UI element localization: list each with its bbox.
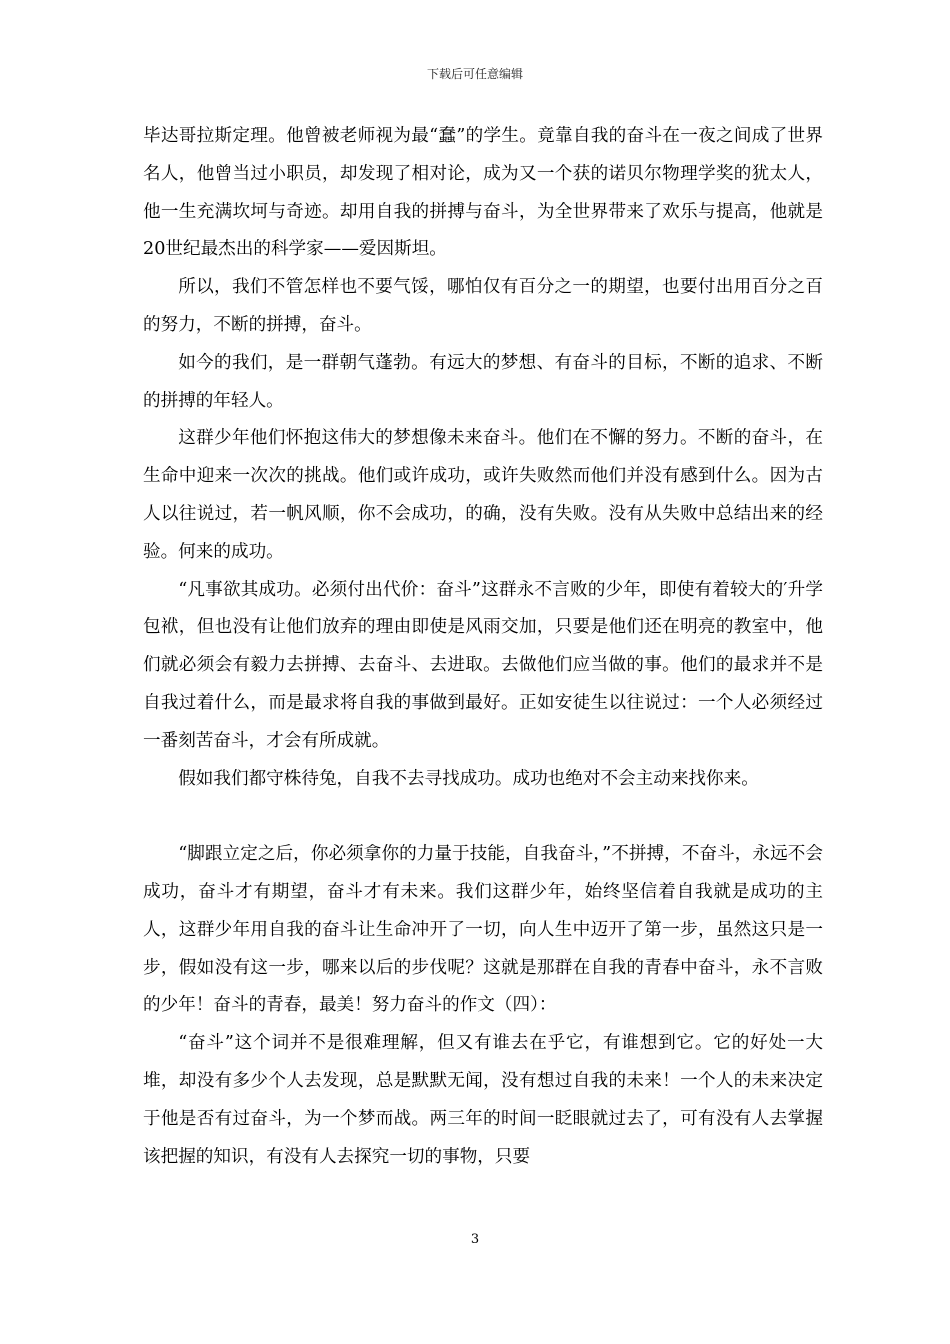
document-body	[143, 118, 823, 1176]
page-header-note: 下载后可任意编辑	[426, 67, 523, 81]
paragraph-spacer	[143, 798, 823, 836]
paragraph-3: 如今的我们，是一群朝气蓬勃。有远大的梦想、有奋斗的目标，不断的追求、不断的拼搏的年轻人。	[143, 352, 823, 411]
paragraph-6: 假如我们都守株待兔，自我不去寻找成功。成功也绝对不会主动来找你来。	[178, 768, 759, 789]
paragraph-7: “脚跟立定之后，你必须拿你的力量于技能，自我奋斗，”不拼搏，不奋斗，永远不会成功，奋斗才有期望，奋斗才有未来。我们这群少年，始终坚信着自我就是成功的主人，这群少年用自我的奋斗让生命冲开了一切，向人生中迈开了第一步，虽然这只是一步，假如没有这一步，哪来以后的步伐呢？这就是那群在自我的青春中奋斗，永不言败的少年！奋斗的青春，最美！努力奋斗的作文（四）：	[143, 844, 823, 1016]
paragraph-4: 这群少年他们怀抱这伟大的梦想像未来奋斗。他们在不懈的努力。不断的奋斗，在生命中迎来一次次的挑战。他们或许成功，或许失败然而他们并没有感到什么。因为古人以往说过，若一帆风顺，你不会成功，的确，没有失败。没有从失败中总结出来的经验。何来的成功。	[143, 428, 823, 562]
paragraph-5: “凡事欲其成功。必须付出代价：奋斗”这群永不言败的少年，即使有着较大的′升学包袱，但也没有让他们放弃的理由即使是风雨交加，只要是他们还在明亮的教室中，他们就必须会有毅力去拼搏、去奋斗、去进取。去做他们应当做的事。他们的最求并不是自我过着什么，而是最求将自我的事做到最好。正如安徒生以往说过：一个人必须经过一番刻苦奋斗，才会有所成就。	[143, 579, 823, 751]
page-number: 3	[470, 1232, 480, 1247]
paragraph-1: 毕达哥拉斯定理。他曾被老师视为最“蠢”的学生。竟靠自我的奋斗在一夜之间成了世界名人，他曾当过小职员，却发现了相对论，成为又一个获的诺贝尔物理学奖的犹太人，他一生充满坎坷与奇迹。却用自我的拼搏与奋斗，为全世界带来了欢乐与提高，他就是20世纪最杰出的科学家——爱因斯坦。	[143, 126, 823, 260]
paragraph-2: 所以，我们不管怎样也不要气馁，哪怕仅有百分之一的期望，也要付出用百分之百的努力，不断的拼搏，奋斗。	[143, 277, 823, 335]
paragraph-8: “奋斗”这个词并不是很难理解，但又有谁去在乎它，有谁想到它。它的好处一大堆，却没有多少个人去发现，总是默默无闻，没有想过自我的未来！一个人的未来决定于他是否有过奋斗，为一个梦而战。两三年的时间一眨眼就过去了，可有没有人去掌握该把握的知识，有没有人去探究一切的事物，只要	[143, 1033, 823, 1167]
